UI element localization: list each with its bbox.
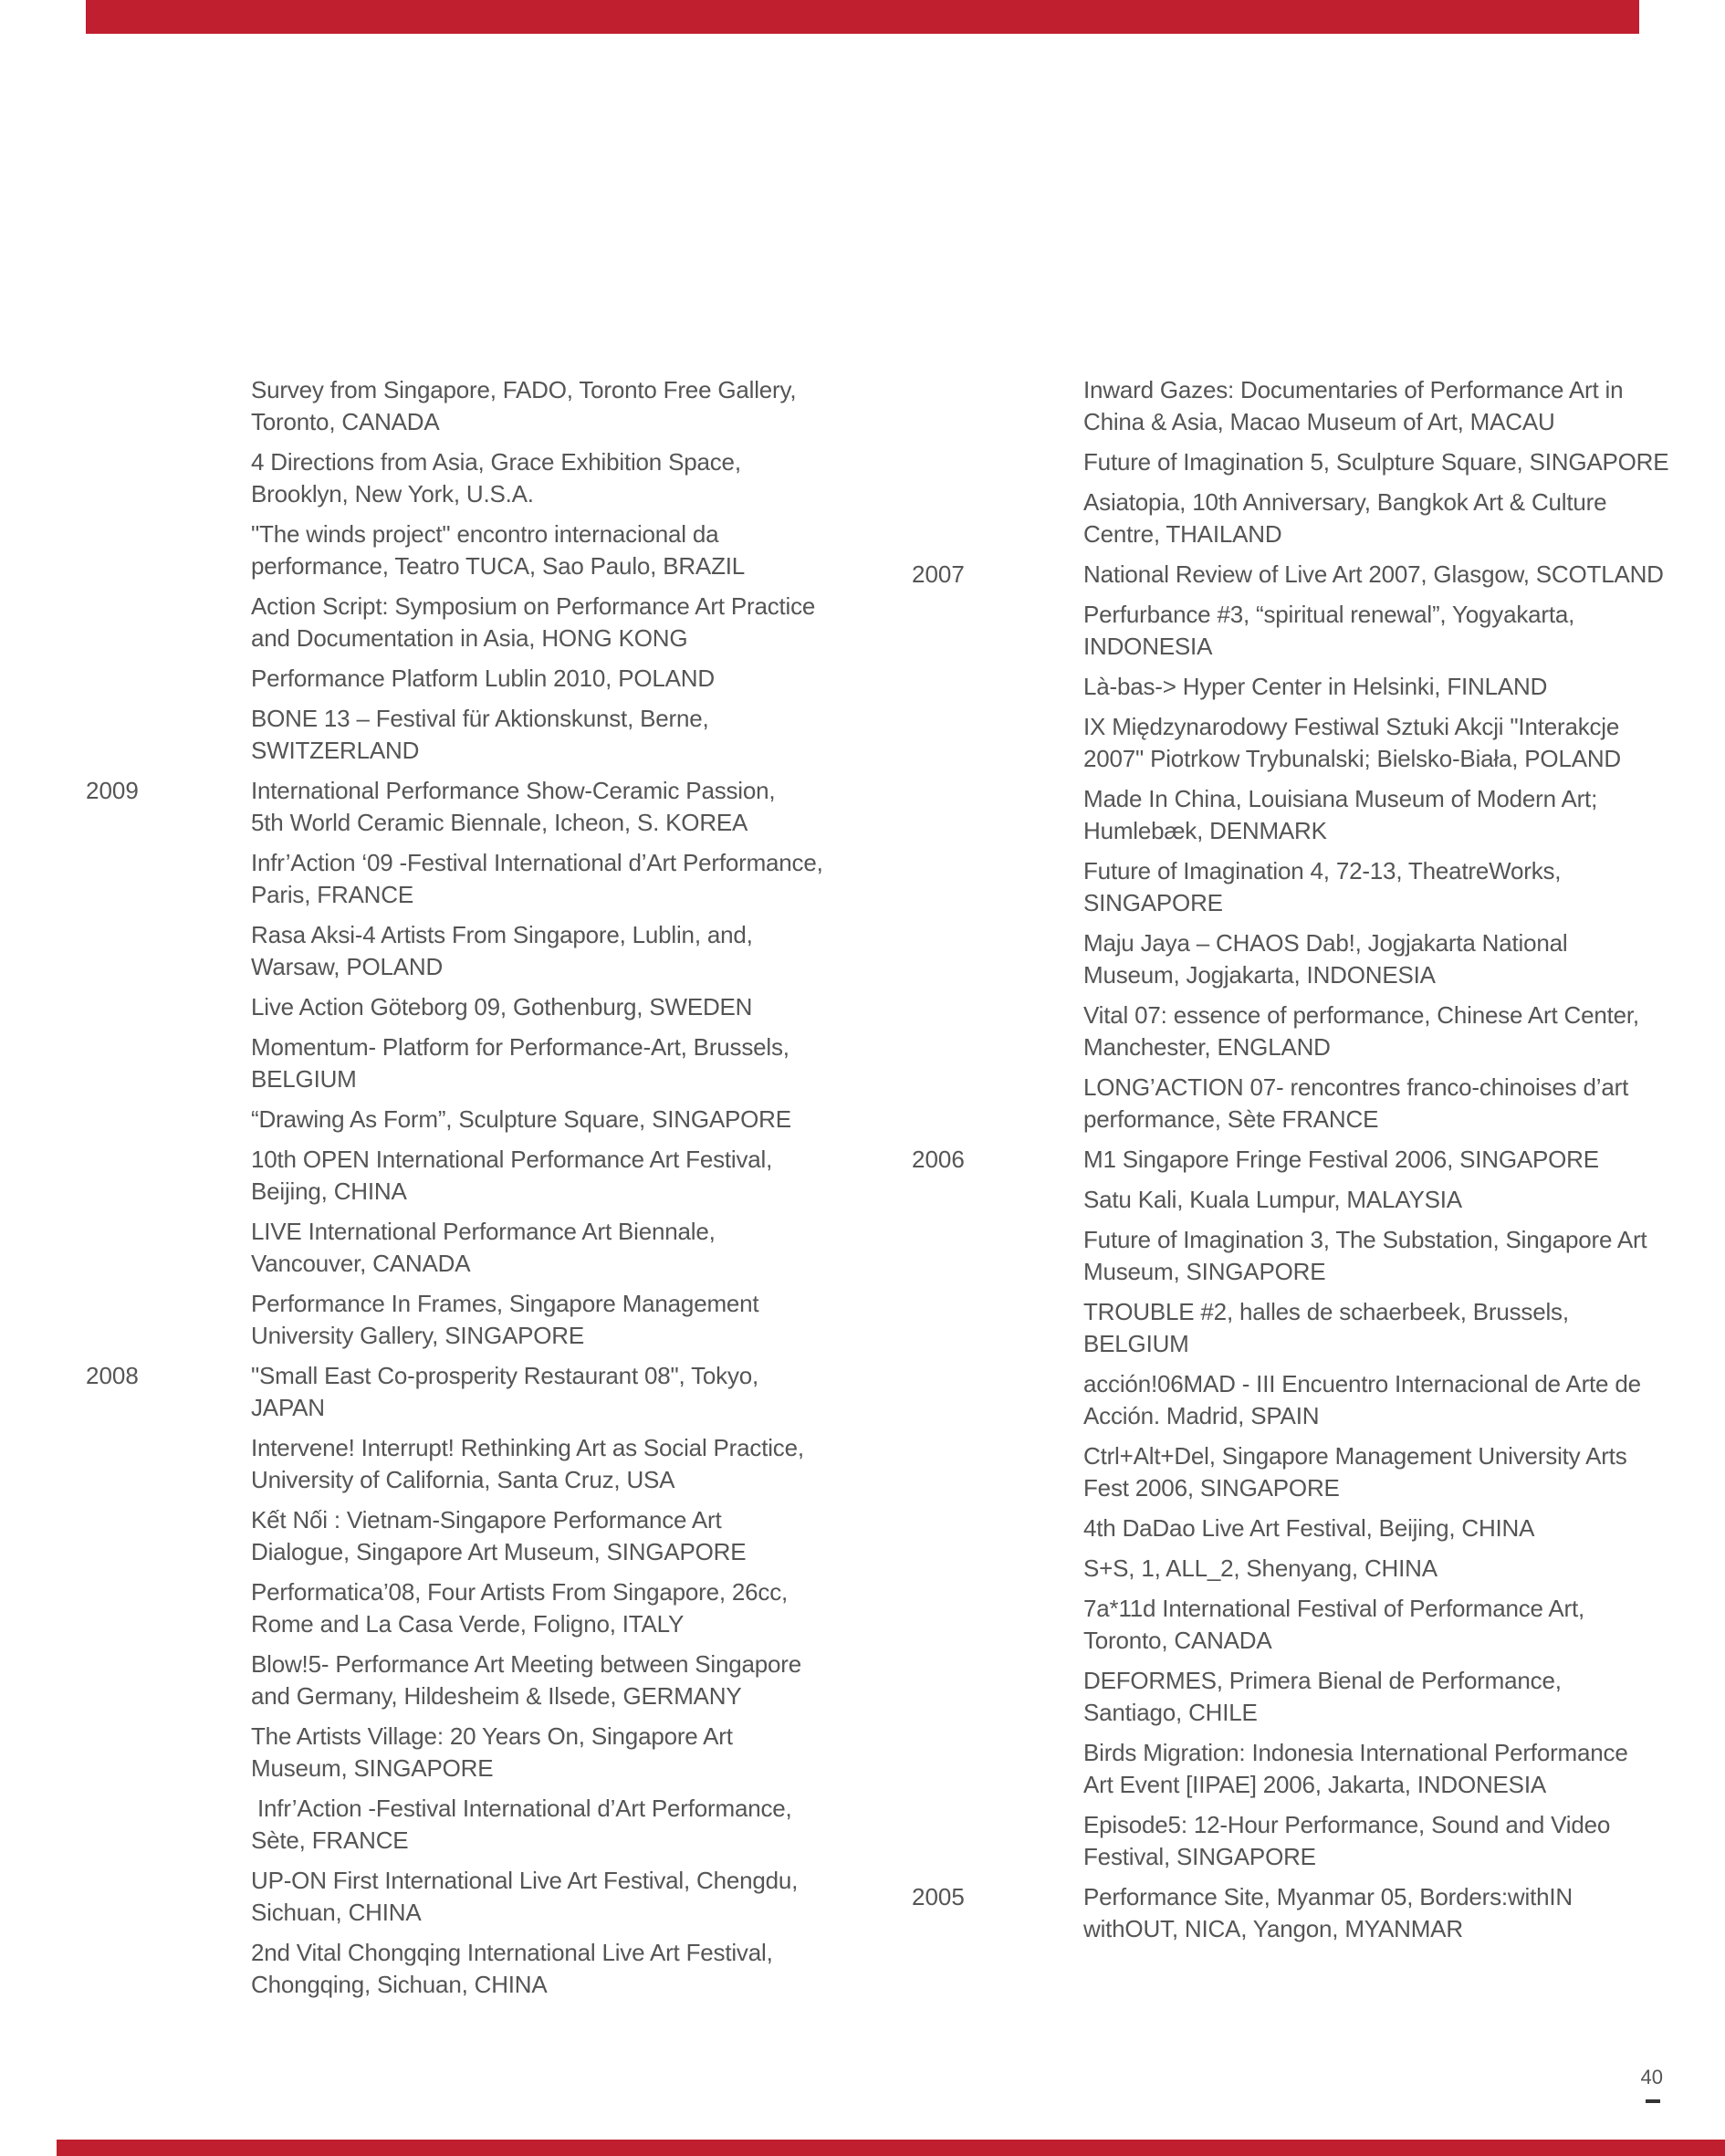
exhibition-line: IX Międzynarodowy Festiwal Sztuki Akcji "Interakcje bbox=[1083, 713, 1620, 740]
exhibition-line: Warsaw, POLAND bbox=[251, 953, 444, 980]
exhibition-entry bbox=[86, 1865, 908, 1929]
exhibition-entry bbox=[86, 518, 908, 582]
exhibition-line: 5th World Ceramic Biennale, Icheon, S. KOREA bbox=[251, 809, 748, 836]
exhibition-entry bbox=[912, 559, 1664, 591]
exhibition-line: Asiatopia, 10th Anniversary, Bangkok Art & Culture bbox=[1083, 488, 1607, 516]
exhibition-line: LONG’ACTION 07- rencontres franco-chinoises d’art bbox=[1083, 1073, 1629, 1101]
exhibition-entry bbox=[912, 855, 1649, 919]
exhibition-line: Toronto, CANADA bbox=[251, 408, 440, 435]
exhibition-line: Museum, Jogjakarta, INDONESIA bbox=[1083, 961, 1436, 989]
exhibition-text bbox=[1083, 1737, 1649, 1801]
exhibition-text bbox=[1083, 1368, 1649, 1432]
exhibition-line: Intervene! Interrupt! Rethinking Art as Social Practice, bbox=[251, 1434, 804, 1461]
exhibition-entry bbox=[86, 991, 908, 1023]
exhibition-text bbox=[1083, 1072, 1649, 1136]
exhibition-line: University of California, Santa Cruz, USA bbox=[251, 1466, 675, 1493]
exhibition-entry bbox=[912, 927, 1649, 991]
exhibition-line: Toronto, CANADA bbox=[1083, 1627, 1272, 1654]
exhibition-line: Episode5: 12-Hour Performance, Sound and Video bbox=[1083, 1811, 1611, 1838]
exhibition-line: Sichuan, CHINA bbox=[251, 1899, 422, 1926]
exhibition-text bbox=[251, 1432, 908, 1496]
exhibition-line: Festival, SINGAPORE bbox=[1083, 1843, 1316, 1870]
exhibition-text bbox=[251, 591, 908, 654]
exhibition-line: Santiago, CHILE bbox=[1083, 1699, 1258, 1726]
exhibition-line: Satu Kali, Kuala Lumpur, MALAYSIA bbox=[1083, 1186, 1462, 1213]
exhibition-entry bbox=[912, 1665, 1649, 1729]
exhibition-entry bbox=[912, 1881, 1649, 1945]
exhibition-text bbox=[251, 1144, 908, 1208]
exhibition-line: and Germany, Hildesheim & Ilsede, GERMANY bbox=[251, 1682, 742, 1710]
exhibition-entry bbox=[912, 487, 1649, 550]
exhibition-entry bbox=[86, 703, 908, 767]
exhibition-text bbox=[251, 847, 908, 911]
exhibition-text bbox=[251, 1576, 908, 1640]
exhibition-line: Rasa Aksi-4 Artists From Singapore, Lublin, and, bbox=[251, 921, 753, 948]
exhibition-text bbox=[1083, 1665, 1649, 1729]
exhibition-line: LIVE International Performance Art Biennale, bbox=[251, 1218, 716, 1245]
exhibition-entry bbox=[912, 1144, 1649, 1176]
exhibition-line: Manchester, ENGLAND bbox=[1083, 1033, 1331, 1061]
exhibition-line: "Small East Co-prosperity Restaurant 08", Tokyo, bbox=[251, 1362, 759, 1389]
exhibition-text bbox=[251, 1288, 908, 1352]
exhibition-line: Performance Platform Lublin 2010, POLAND bbox=[251, 665, 715, 692]
exhibition-entry bbox=[86, 1216, 908, 1280]
exhibition-text bbox=[1083, 1296, 1649, 1360]
exhibition-line: Birds Migration: Indonesia International Performance bbox=[1083, 1739, 1628, 1766]
exhibition-text bbox=[251, 991, 908, 1023]
exhibition-text bbox=[1083, 1440, 1649, 1504]
year-label: 2006 bbox=[912, 1146, 965, 1173]
exhibition-text bbox=[251, 446, 908, 510]
left-exhibition-column bbox=[86, 374, 908, 2009]
exhibition-line: withOUT, NICA, Yangon, MYANMAR bbox=[1083, 1915, 1463, 1942]
exhibition-text bbox=[251, 775, 908, 839]
exhibition-line: Brooklyn, New York, U.S.A. bbox=[251, 480, 534, 508]
exhibition-line: Action Script: Symposium on Performance Art Practice bbox=[251, 592, 816, 620]
exhibition-text bbox=[1083, 1224, 1649, 1288]
exhibition-line: Perfurbance #3, “spiritual renewal”, Yogyakarta, bbox=[1083, 601, 1575, 628]
exhibition-entry bbox=[912, 1553, 1649, 1585]
exhibition-text bbox=[251, 919, 908, 983]
year-label: 2007 bbox=[912, 560, 965, 588]
exhibition-line: Humlebæk, DENMARK bbox=[1083, 817, 1327, 844]
exhibition-line: acción!06MAD - III Encuentro Internacional de Arte de bbox=[1083, 1370, 1641, 1397]
exhibition-line: 7a*11d International Festival of Performance Art, bbox=[1083, 1595, 1585, 1622]
page-number-dash bbox=[1646, 2099, 1660, 2103]
exhibition-line: Art Event [IIPAE] 2006, Jakarta, INDONESIA bbox=[1083, 1771, 1546, 1798]
exhibition-text bbox=[1083, 1881, 1649, 1945]
exhibition-text bbox=[1083, 1553, 1649, 1585]
exhibition-line: Blow!5- Performance Art Meeting between Singapore bbox=[251, 1650, 801, 1678]
exhibition-text bbox=[251, 518, 908, 582]
exhibition-entry bbox=[912, 671, 1649, 703]
exhibition-line: Future of Imagination 5, Sculpture Square, SINGAPORE bbox=[1083, 448, 1669, 476]
exhibition-text bbox=[251, 703, 908, 767]
exhibition-line: Momentum- Platform for Performance-Art, Brussels, bbox=[251, 1033, 789, 1061]
exhibition-line: Ctrl+Alt+Del, Singapore Management University Arts bbox=[1083, 1442, 1627, 1470]
exhibition-entry bbox=[912, 1593, 1649, 1657]
exhibition-entry bbox=[86, 1648, 908, 1712]
exhibition-entry bbox=[86, 1144, 908, 1208]
exhibition-entry bbox=[912, 446, 1669, 478]
exhibition-line: Paris, FRANCE bbox=[251, 881, 413, 908]
exhibition-line: University Gallery, SINGAPORE bbox=[251, 1322, 585, 1349]
exhibition-line: BELGIUM bbox=[251, 1065, 357, 1093]
exhibition-line: Museum, SINGAPORE bbox=[1083, 1258, 1326, 1285]
exhibition-entry bbox=[86, 919, 908, 983]
exhibition-entry bbox=[912, 599, 1649, 663]
exhibition-line: The Artists Village: 20 Years On, Singapore Art bbox=[251, 1722, 733, 1750]
exhibition-line: International Performance Show-Ceramic Passion, bbox=[251, 777, 776, 804]
exhibition-line: INDONESIA bbox=[1083, 633, 1213, 660]
exhibition-entry bbox=[86, 1104, 908, 1136]
exhibition-entry bbox=[912, 1000, 1649, 1063]
exhibition-line: Fest 2006, SINGAPORE bbox=[1083, 1474, 1340, 1502]
exhibition-entry bbox=[912, 1368, 1649, 1432]
exhibition-line: Made In China, Louisiana Museum of Modern Art; bbox=[1083, 785, 1598, 812]
exhibition-line: Là-bas-> Hyper Center in Helsinki, FINLAND bbox=[1083, 673, 1548, 700]
exhibition-line: National Review of Live Art 2007, Glasgow, SCOTLAND bbox=[1083, 560, 1664, 588]
exhibition-entry bbox=[912, 1440, 1649, 1504]
exhibition-text bbox=[251, 374, 908, 438]
exhibition-text bbox=[1083, 1512, 1649, 1544]
exhibition-entry bbox=[86, 1576, 908, 1640]
exhibition-line: 10th OPEN International Performance Art Festival, bbox=[251, 1146, 773, 1173]
exhibition-entry bbox=[912, 1224, 1649, 1288]
exhibition-entry bbox=[912, 1072, 1649, 1136]
exhibition-line: BELGIUM bbox=[1083, 1330, 1189, 1357]
exhibition-text bbox=[1083, 374, 1649, 438]
exhibition-line: performance, Teatro TUCA, Sao Paulo, BRAZIL bbox=[251, 552, 746, 580]
exhibition-line: Survey from Singapore, FADO, Toronto Free Gallery, bbox=[251, 376, 797, 403]
exhibition-text bbox=[1083, 599, 1649, 663]
exhibition-entry bbox=[86, 663, 908, 695]
exhibition-line: Vital 07: essence of performance, Chinese Art Center, bbox=[1083, 1001, 1639, 1029]
exhibition-line: Kết Nối : Vietnam-Singapore Performance Art bbox=[251, 1506, 722, 1533]
exhibition-text bbox=[1083, 1184, 1649, 1216]
exhibition-entry bbox=[86, 1288, 908, 1352]
exhibition-line: performance, Sète FRANCE bbox=[1083, 1105, 1379, 1133]
exhibition-line: Inward Gazes: Documentaries of Performance Art in bbox=[1083, 376, 1624, 403]
exhibition-text bbox=[1083, 446, 1669, 478]
exhibition-line: BONE 13 – Festival für Aktionskunst, Berne, bbox=[251, 705, 709, 732]
exhibition-line: Vancouver, CANADA bbox=[251, 1250, 471, 1277]
exhibition-line: M1 Singapore Fringe Festival 2006, SINGAPORE bbox=[1083, 1146, 1599, 1173]
year-label: 2008 bbox=[86, 1362, 139, 1389]
exhibition-text bbox=[1083, 711, 1649, 775]
exhibition-entry bbox=[912, 1184, 1649, 1216]
exhibition-entry bbox=[86, 374, 908, 438]
exhibition-entry bbox=[86, 1031, 908, 1095]
exhibition-line: 4th DaDao Live Art Festival, Beijing, CHINA bbox=[1083, 1514, 1535, 1542]
exhibition-entry bbox=[912, 374, 1649, 438]
exhibition-line: Museum, SINGAPORE bbox=[251, 1754, 494, 1782]
year-label: 2005 bbox=[912, 1883, 965, 1910]
exhibition-line: Sète, FRANCE bbox=[251, 1826, 409, 1854]
year-label: 2009 bbox=[86, 777, 139, 804]
exhibition-line: Live Action Göteborg 09, Gothenburg, SWEDEN bbox=[251, 993, 753, 1020]
exhibition-line: TROUBLE #2, halles de schaerbeek, Brussels, bbox=[1083, 1298, 1569, 1325]
exhibition-line: Infr’Action -Festival International d’Art Performance, bbox=[251, 1795, 792, 1822]
exhibition-entry bbox=[86, 847, 908, 911]
exhibition-text bbox=[251, 663, 908, 695]
exhibition-text bbox=[251, 1721, 908, 1784]
exhibition-entry bbox=[912, 1809, 1649, 1873]
exhibition-entry bbox=[912, 783, 1649, 847]
exhibition-text bbox=[251, 1360, 908, 1424]
exhibition-entry bbox=[86, 1793, 908, 1857]
exhibition-line: Future of Imagination 3, The Substation, Singapore Art bbox=[1083, 1226, 1647, 1253]
exhibition-text bbox=[1083, 1593, 1649, 1657]
exhibition-text bbox=[251, 1031, 908, 1095]
exhibition-text bbox=[1083, 1000, 1649, 1063]
exhibition-text bbox=[251, 1104, 908, 1136]
exhibition-text bbox=[1083, 927, 1649, 991]
exhibition-entry bbox=[86, 446, 908, 510]
exhibition-line: Future of Imagination 4, 72-13, TheatreWorks, bbox=[1083, 857, 1562, 884]
exhibition-line: Chongqing, Sichuan, CHINA bbox=[251, 1971, 548, 1998]
exhibition-line: SINGAPORE bbox=[1083, 889, 1223, 916]
exhibition-line: 4 Directions from Asia, Grace Exhibition Space, bbox=[251, 448, 741, 476]
bottom-accent-bar bbox=[57, 2140, 1725, 2156]
exhibition-entry bbox=[86, 1937, 908, 2001]
exhibition-line: “Drawing As Form”, Sculpture Square, SINGAPORE bbox=[251, 1105, 791, 1133]
exhibition-entry bbox=[86, 1360, 908, 1424]
exhibition-text bbox=[251, 1937, 908, 2001]
exhibition-line: Beijing, CHINA bbox=[251, 1177, 407, 1205]
exhibition-text bbox=[251, 1216, 908, 1280]
exhibition-text bbox=[1083, 1809, 1649, 1873]
exhibition-line: Infr’Action ‘09 -Festival International d’Art Performance, bbox=[251, 849, 823, 876]
exhibition-line: Centre, THAILAND bbox=[1083, 520, 1282, 548]
exhibition-line: Performance In Frames, Singapore Management bbox=[251, 1290, 759, 1317]
exhibition-text bbox=[1083, 783, 1649, 847]
exhibition-line: 2007" Piotrkow Trybunalski; Bielsko-Biała, POLAND bbox=[1083, 745, 1622, 772]
exhibition-line: Acción. Madrid, SPAIN bbox=[1083, 1402, 1320, 1429]
exhibition-entry bbox=[86, 591, 908, 654]
exhibition-entry bbox=[86, 775, 908, 839]
exhibition-line: China & Asia, Macao Museum of Art, MACAU bbox=[1083, 408, 1555, 435]
right-exhibition-column bbox=[912, 374, 1669, 1953]
exhibition-entry bbox=[912, 1296, 1649, 1360]
exhibition-line: and Documentation in Asia, HONG KONG bbox=[251, 624, 688, 652]
exhibition-line: SWITZERLAND bbox=[251, 737, 420, 764]
exhibition-text bbox=[1083, 855, 1649, 919]
exhibition-entry bbox=[912, 1737, 1649, 1801]
exhibition-text bbox=[251, 1865, 908, 1929]
exhibition-entry bbox=[86, 1432, 908, 1496]
exhibition-entry bbox=[912, 711, 1649, 775]
exhibition-line: Maju Jaya – CHAOS Dab!, Jogjakarta National bbox=[1083, 929, 1568, 957]
page-number: 40 bbox=[1640, 2066, 1663, 2088]
exhibition-line: Rome and La Casa Verde, Foligno, ITALY bbox=[251, 1610, 685, 1638]
exhibition-line: DEFORMES, Primera Bienal de Performance, bbox=[1083, 1667, 1562, 1694]
exhibition-text bbox=[1083, 671, 1649, 703]
exhibition-text bbox=[251, 1793, 908, 1857]
exhibition-line: 2nd Vital Chongqing International Live Art Festival, bbox=[251, 1939, 773, 1966]
exhibition-line: Dialogue, Singapore Art Museum, SINGAPORE bbox=[251, 1538, 747, 1565]
exhibition-line: S+S, 1, ALL_2, Shenyang, CHINA bbox=[1083, 1554, 1438, 1582]
exhibition-text bbox=[1083, 1144, 1649, 1176]
exhibition-line: Performance Site, Myanmar 05, Borders:withIN bbox=[1083, 1883, 1573, 1910]
exhibition-text bbox=[1083, 559, 1664, 591]
top-accent-bar bbox=[86, 0, 1639, 34]
exhibition-text bbox=[251, 1648, 908, 1712]
exhibition-line: "The winds project" encontro internacional da bbox=[251, 520, 719, 548]
exhibition-entry bbox=[86, 1504, 908, 1568]
exhibition-line: Performatica’08, Four Artists From Singapore, 26cc, bbox=[251, 1578, 789, 1606]
exhibition-line: JAPAN bbox=[251, 1394, 325, 1421]
exhibition-entry bbox=[86, 1721, 908, 1784]
exhibition-text bbox=[1083, 487, 1649, 550]
exhibition-line: UP-ON First International Live Art Festival, Chengdu, bbox=[251, 1867, 799, 1894]
exhibition-text bbox=[251, 1504, 908, 1568]
exhibition-entry bbox=[912, 1512, 1649, 1544]
